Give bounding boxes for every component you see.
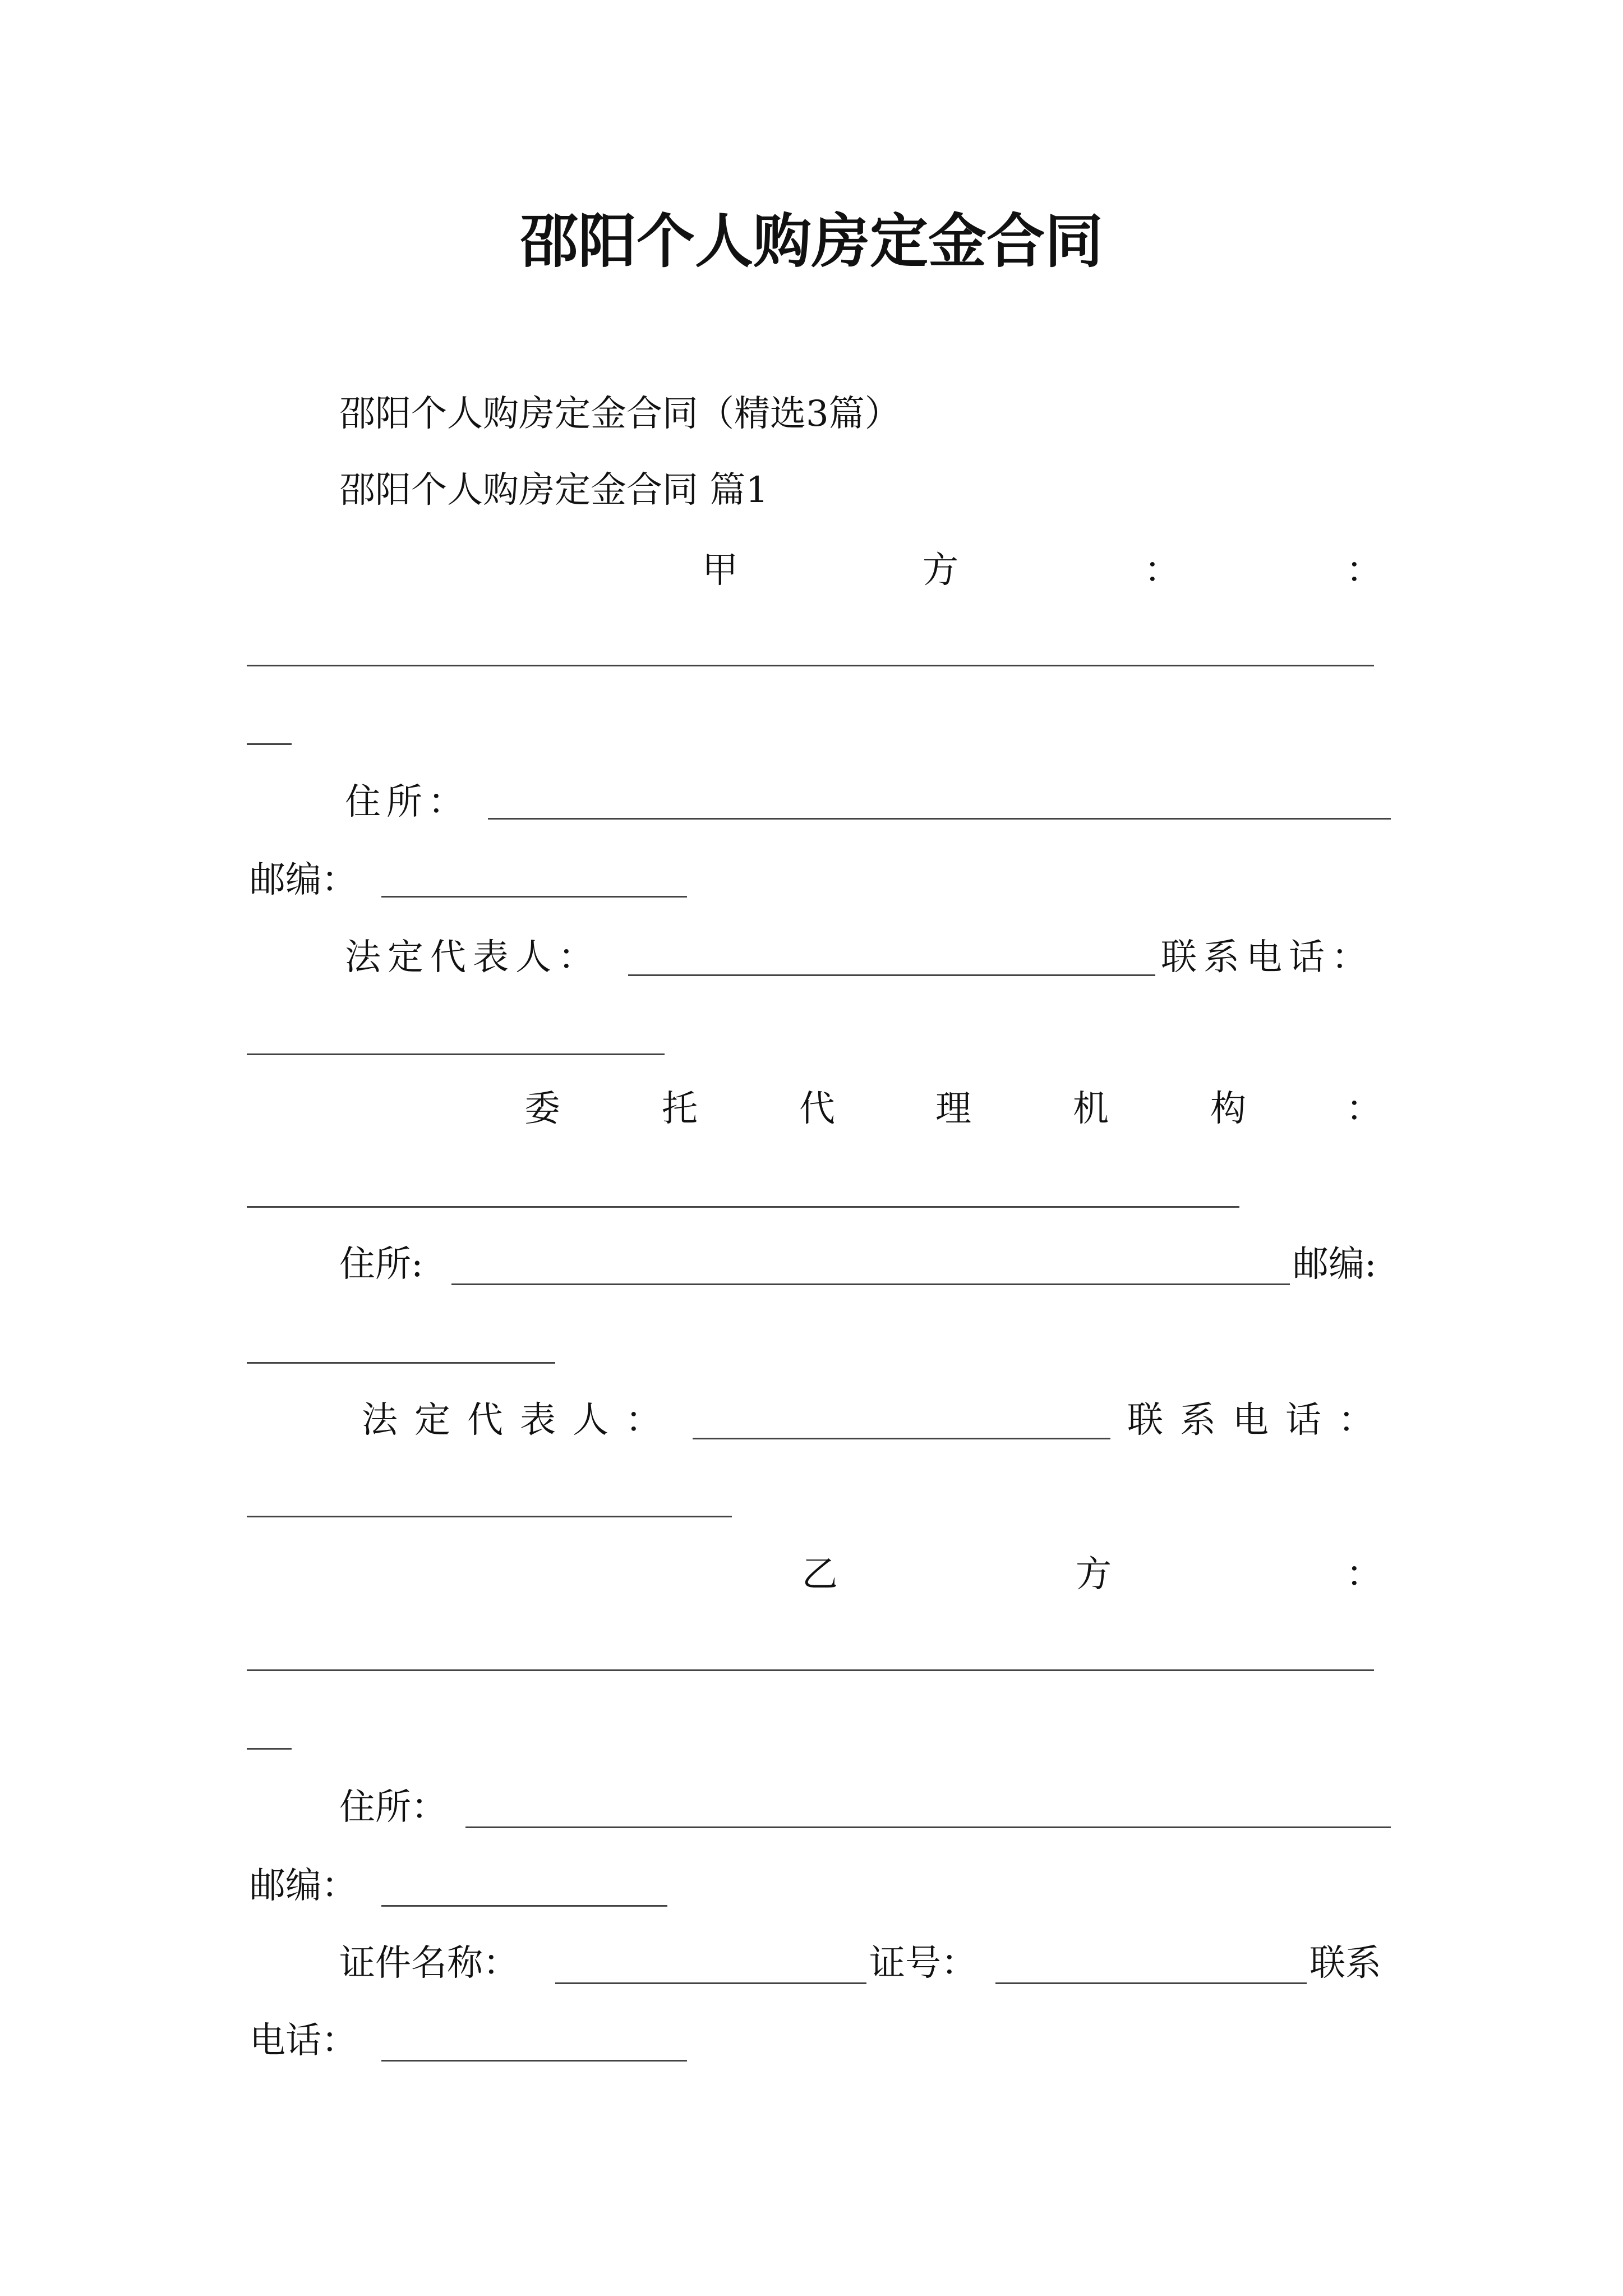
agent-rep-label: 法定代表人：	[362, 1400, 678, 1441]
agent-phone-label: 联系电话：	[1127, 1400, 1391, 1441]
party-b-char-1: 乙	[802, 1554, 838, 1595]
party-a-colon-1: ：	[1144, 550, 1180, 591]
agent-rep-blank	[693, 1438, 1110, 1439]
party-b-id-name-blank	[555, 1982, 866, 1984]
party-b-name-blank-cont	[247, 1748, 292, 1750]
party-a-rep-label: 法定代表人：	[345, 937, 601, 978]
agent-char-2: 托	[662, 1088, 698, 1130]
document-subtitle: 邵阳个人购房定金合同（精选3篇）	[339, 393, 901, 435]
party-a-name-blank-cont	[247, 743, 292, 745]
party-a-address-blank	[488, 818, 1391, 820]
party-b-phone-blank	[381, 2060, 687, 2062]
party-a-rep-blank	[628, 974, 1155, 976]
party-a-address-label: 住所：	[345, 781, 469, 823]
party-a-postcode-label: 邮编：	[250, 859, 357, 901]
page-title: 邵阳个人购房定金合同	[519, 206, 1103, 275]
party-b-char-2: 方	[1076, 1554, 1112, 1595]
party-a-phone-blank	[247, 1053, 665, 1055]
agent-colon: ：	[1346, 1088, 1382, 1130]
party-b-id-no-blank	[995, 1982, 1307, 1984]
agent-postcode-label: 邮编:	[1293, 1244, 1377, 1285]
party-a-char-1: 甲	[702, 550, 738, 591]
party-a-colon-2: ：	[1346, 550, 1382, 591]
agent-char-1: 委	[524, 1088, 560, 1130]
party-a-char-2: 方	[923, 550, 958, 591]
party-b-phone-label-2: 电话：	[250, 2020, 357, 2062]
party-a-phone-label: 联系电话：	[1161, 937, 1374, 978]
party-a-postcode-blank	[381, 896, 687, 898]
party-b-phone-label-1: 联系	[1310, 1943, 1381, 1984]
agent-char-4: 理	[935, 1088, 971, 1130]
agent-name-blank	[247, 1206, 1239, 1208]
party-b-address-label: 住所：	[339, 1787, 447, 1828]
agent-char-3: 代	[799, 1088, 835, 1130]
section-heading: 邵阳个人购房定金合同 篇1	[339, 470, 769, 511]
party-b-postcode-blank	[381, 1905, 667, 1907]
agent-address-blank	[451, 1283, 1290, 1285]
agent-phone-blank	[247, 1516, 732, 1517]
party-b-postcode-label: 邮编：	[250, 1865, 357, 1907]
party-b-id-name-label: 证件名称：	[339, 1943, 519, 1984]
agent-postcode-blank	[247, 1362, 555, 1364]
agent-char-6: 构	[1210, 1088, 1246, 1130]
party-a-name-blank	[247, 665, 1374, 666]
party-b-colon: ：	[1346, 1554, 1382, 1595]
party-b-address-blank	[465, 1826, 1391, 1828]
party-b-id-no-label: 证号：	[869, 1943, 977, 1984]
agent-char-5: 机	[1073, 1088, 1109, 1130]
agent-address-label: 住所:	[339, 1244, 423, 1285]
party-b-name-blank	[247, 1669, 1374, 1671]
